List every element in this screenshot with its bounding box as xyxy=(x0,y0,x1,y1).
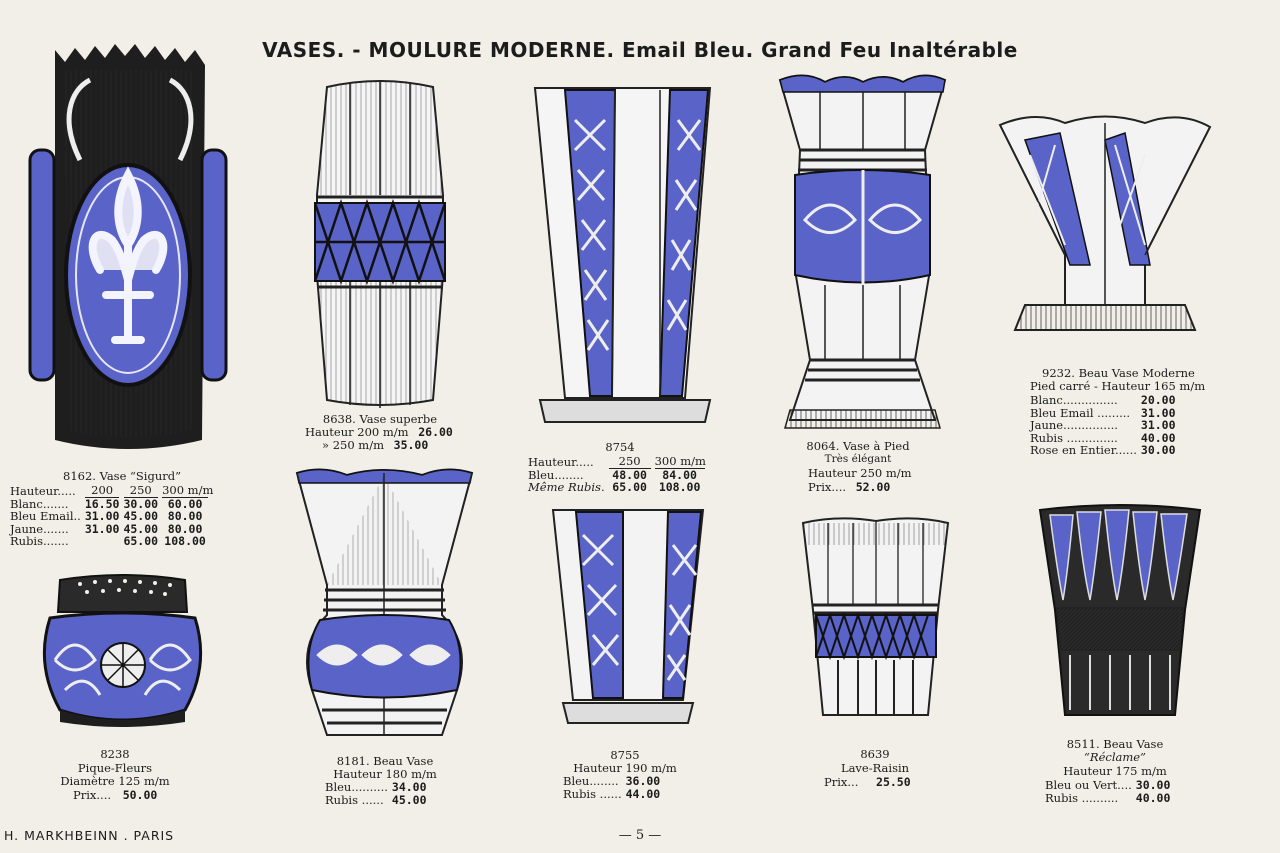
vase-8181-title: 8181. Beau Vase xyxy=(336,754,434,768)
price-value: 16.50 xyxy=(84,496,120,511)
vase-8064-height: Hauteur 250 m/m xyxy=(808,466,912,480)
price-value: 25.50 xyxy=(876,775,911,789)
vase-8638-line-1 xyxy=(305,426,453,439)
vase-8639-subtitle: Lave-Raisin xyxy=(840,761,910,775)
price-value: 34.00 xyxy=(391,780,427,794)
price-value: 80.00 xyxy=(167,521,203,536)
row-label: Bleu Email.. xyxy=(10,509,81,523)
price-value: 31.00 xyxy=(1140,405,1176,420)
price-value: 30.00 xyxy=(1135,778,1171,792)
row-label: Jaune............... xyxy=(1030,418,1118,432)
row-label: Blanc............... xyxy=(1030,393,1118,407)
row-label: Rubis....... xyxy=(10,534,69,548)
price-value: 52.00 xyxy=(855,480,891,494)
price-label: Prix.... xyxy=(808,480,847,494)
table-row xyxy=(1045,779,1174,792)
price-value: 45.00 xyxy=(391,792,427,807)
price-value: 65.00 xyxy=(612,480,647,494)
row-label: Rubis ...... xyxy=(325,792,384,807)
price-value: 65.00 xyxy=(123,534,159,548)
vase-9232-illustration xyxy=(995,105,1215,345)
vase-8064-subtitle: Très élégant xyxy=(824,453,892,465)
vase-8162-height-label: Hauteur..... xyxy=(10,484,76,498)
price-value: 31.00 xyxy=(84,521,120,536)
vase-8638-title: 8638. Vase superbe xyxy=(322,412,438,426)
vase-9232-price-table xyxy=(1030,394,1180,457)
table-row xyxy=(1045,792,1174,805)
price-value: 31.00 xyxy=(1140,418,1176,432)
vase-8238-price-line xyxy=(73,789,157,802)
row-label: Même Rubis. xyxy=(528,480,605,494)
vase-8511-subtitle: “Réclame” xyxy=(1084,750,1146,764)
vase-8162-size-1: 200 xyxy=(85,484,119,498)
price-value: 20.00 xyxy=(1140,393,1176,407)
row-label: Jaune....... xyxy=(10,521,69,536)
page-title: VASES. - MOULURE MODERNE. Email Bleu. Grand Feu Inaltérable xyxy=(262,38,1018,62)
table-row xyxy=(528,481,709,494)
price-value xyxy=(85,535,124,548)
table-row xyxy=(1030,444,1180,457)
vase-8511-title: 8511. Beau Vase xyxy=(1066,737,1164,751)
vase-8754-size-1: 250 xyxy=(609,455,651,469)
price-value: 80.00 xyxy=(167,509,203,523)
table-row xyxy=(563,788,664,801)
price-value: 45.00 xyxy=(123,521,159,536)
price-value: 40.00 xyxy=(1140,430,1176,445)
vase-8162-price-table xyxy=(10,484,212,548)
price-label: Prix... xyxy=(824,775,859,789)
price-value: 36.00 xyxy=(625,774,661,788)
vase-8181-height: Hauteur 180 m/m xyxy=(333,767,437,781)
table-row xyxy=(10,535,212,548)
row-label: Rubis ...... xyxy=(563,786,622,801)
height-label: » 250 m/m xyxy=(322,438,384,452)
table-row xyxy=(10,510,212,523)
vase-8162-size-3: 300 m/m xyxy=(162,483,214,497)
height-label: Hauteur 200 m/m xyxy=(305,425,409,439)
vase-8511-price-table xyxy=(1045,779,1174,804)
vase-8754-illustration xyxy=(530,80,720,430)
vase-8754-height-label: Hauteur..... xyxy=(528,455,594,469)
price-value: 35.00 xyxy=(393,438,429,452)
price-value: 40.00 xyxy=(1135,790,1171,805)
row-label: Bleu ou Vert.... xyxy=(1045,778,1132,792)
publisher-footer: H. MARKHBEINN . PARIS xyxy=(4,828,175,843)
row-label: Rubis .......... xyxy=(1045,790,1119,805)
vase-8754-title: 8754 xyxy=(605,440,635,454)
vase-8162-title: 8162. Vase “Sigurd” xyxy=(63,469,181,483)
price-value: 108.00 xyxy=(658,480,701,494)
row-label: Blanc....... xyxy=(10,496,69,511)
vase-8064-title: 8064. Vase à Pied xyxy=(806,439,910,453)
price-value: 48.00 xyxy=(612,467,647,482)
vase-8754-size-2: 300 m/m xyxy=(654,454,706,468)
vase-8511-illustration xyxy=(1035,500,1205,725)
price-value: 31.00 xyxy=(84,509,120,523)
table-row xyxy=(325,794,431,807)
vase-8064-illustration xyxy=(775,70,950,435)
vase-8639-title: 8639 xyxy=(860,747,890,761)
vase-9232-subtitle: Pied carré - Hauteur 165 m/m xyxy=(1030,379,1206,393)
table-row xyxy=(1030,394,1180,407)
vase-8755-height: Hauteur 190 m/m xyxy=(573,761,677,775)
vase-8638-illustration xyxy=(305,75,455,410)
price-value: 60.00 xyxy=(167,496,203,511)
row-label: Bleu.......... xyxy=(325,780,388,794)
vase-8755-price-table xyxy=(563,775,664,800)
vase-8162-illustration xyxy=(20,40,235,460)
vase-8755-title: 8755 xyxy=(610,748,640,762)
vase-8638-line-2 xyxy=(322,439,428,452)
price-value: 50.00 xyxy=(122,788,158,802)
row-label: Bleu........ xyxy=(528,467,584,482)
price-label: Prix.... xyxy=(73,788,112,802)
price-value: 84.00 xyxy=(662,467,697,482)
row-label: Bleu Email ......... xyxy=(1030,405,1131,420)
vase-8639-illustration xyxy=(798,515,953,725)
vase-8754-price-table xyxy=(528,455,709,494)
vase-8238-subtitle: Pique-Fleurs xyxy=(77,761,153,775)
vase-8755-illustration xyxy=(548,505,708,730)
vase-8064-price-line xyxy=(808,481,890,494)
price-value: 45.00 xyxy=(123,509,159,523)
price-value: 30.00 xyxy=(123,496,159,511)
price-value: 26.00 xyxy=(418,425,453,439)
table-row xyxy=(1030,419,1180,432)
page-number: — 5 — xyxy=(618,828,662,843)
vase-8238-title: 8238 xyxy=(100,747,130,761)
vase-8511-height: Hauteur 175 m/m xyxy=(1063,764,1167,778)
vase-8238-diameter: Diamètre 125 m/m xyxy=(60,774,170,788)
row-label: Bleu........ xyxy=(563,774,619,788)
price-value: 30.00 xyxy=(1140,443,1176,457)
vase-8639-price-line xyxy=(824,776,911,789)
vase-8181-illustration xyxy=(292,465,477,745)
vase-8181-price-table xyxy=(325,781,431,806)
price-value: 108.00 xyxy=(164,534,206,548)
vase-9232-title: 9232. Beau Vase Moderne xyxy=(1042,366,1195,380)
row-label: Rose en Entier...... xyxy=(1030,443,1137,457)
table-row xyxy=(325,781,431,794)
price-value: 44.00 xyxy=(625,786,661,801)
table-row xyxy=(563,775,664,788)
vase-8162-size-2: 250 xyxy=(124,484,158,498)
vase-8238-illustration xyxy=(35,570,210,730)
row-label: Rubis .............. xyxy=(1030,430,1118,445)
